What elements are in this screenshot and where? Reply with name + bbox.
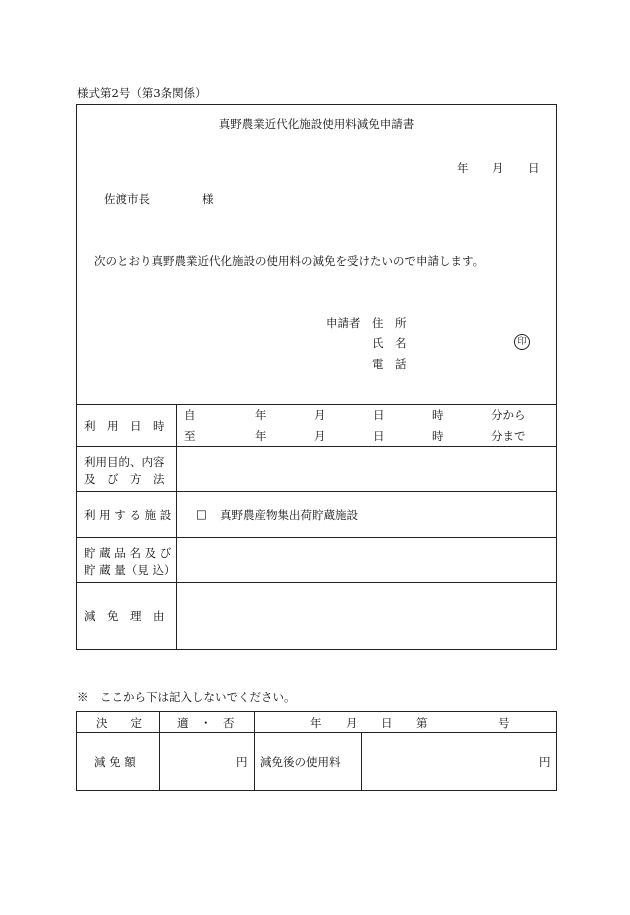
table-rule	[76, 537, 557, 538]
table-rule	[76, 582, 557, 583]
to-hour: 時	[432, 429, 444, 443]
table-column-divider	[254, 711, 255, 791]
row-label-reduction-reason: 減 免 理 由	[84, 609, 165, 623]
applicant-phone-label: 電 話	[372, 357, 407, 371]
after-reduction-fee-yen: 円	[539, 755, 551, 769]
form-number: 様式第2号（第3条関係）	[77, 86, 207, 100]
row-label-facility: 利 用 す る 施 設	[84, 508, 172, 522]
facility-checkbox[interactable]: □	[196, 507, 207, 521]
table-rule	[76, 404, 557, 405]
decision-label: 決 定	[96, 716, 142, 730]
addressee-name: 佐渡市長	[104, 192, 150, 206]
row-label-storage-line2: 貯 蔵 量（見 込）	[84, 563, 176, 577]
form-title: 真野農業近代化施設使用料減免申請書	[218, 117, 415, 131]
office-number-prefix: 第	[416, 716, 428, 730]
from-year: 年	[255, 408, 267, 422]
table-rule	[76, 732, 557, 733]
office-date-year: 年	[310, 716, 322, 730]
table-column-divider	[176, 404, 177, 650]
from-minute: 分から	[491, 408, 526, 422]
applicant-name-label: 氏 名	[372, 336, 407, 350]
addressee-honorific: 様	[202, 192, 214, 206]
to-prefix: 至	[184, 429, 196, 443]
office-date-day: 日	[381, 716, 393, 730]
applicant-label: 申請者	[326, 316, 361, 330]
row-label-purpose-line1: 利用目的、内容	[84, 455, 165, 469]
to-year: 年	[255, 429, 267, 443]
table-column-divider	[159, 711, 160, 791]
office-date-month: 月	[346, 716, 358, 730]
date-day-label: 日	[528, 161, 540, 175]
applicant-address-label: 住 所	[372, 316, 407, 330]
row-label-storage-line1: 貯 蔵 品 名 及 び	[84, 546, 172, 560]
date-month-label: 月	[492, 161, 504, 175]
from-month: 月	[314, 408, 326, 422]
from-prefix: 自	[184, 408, 196, 422]
request-statement: 次のとおり真野農業近代化施設の使用料の減免を受けたいので申請します。	[94, 254, 485, 268]
table-rule	[76, 491, 557, 492]
table-column-divider	[361, 732, 362, 791]
from-day: 日	[373, 408, 385, 422]
to-month: 月	[314, 429, 326, 443]
date-year-label: 年	[457, 161, 469, 175]
to-day: 日	[373, 429, 385, 443]
office-number-suffix: 号	[498, 716, 510, 730]
seal-mark: 印	[514, 334, 530, 350]
facility-name: 真野農産物集出荷貯蔵施設	[220, 508, 358, 522]
from-hour: 時	[432, 408, 444, 422]
office-use-note: ※ ここから下は記入しないでください。	[77, 690, 296, 704]
after-reduction-fee-label: 減免後の使用料	[260, 755, 341, 769]
row-label-usage-datetime: 利 用 日 時	[84, 419, 165, 433]
to-minute: 分まで	[491, 429, 526, 443]
decision-value: 適 ・ 否	[177, 716, 235, 730]
reduction-amount-yen: 円	[236, 755, 248, 769]
row-label-purpose-line2: 及 び 方 法	[84, 472, 165, 486]
reduction-amount-label: 減 免 額	[94, 755, 136, 769]
table-rule	[76, 446, 557, 447]
